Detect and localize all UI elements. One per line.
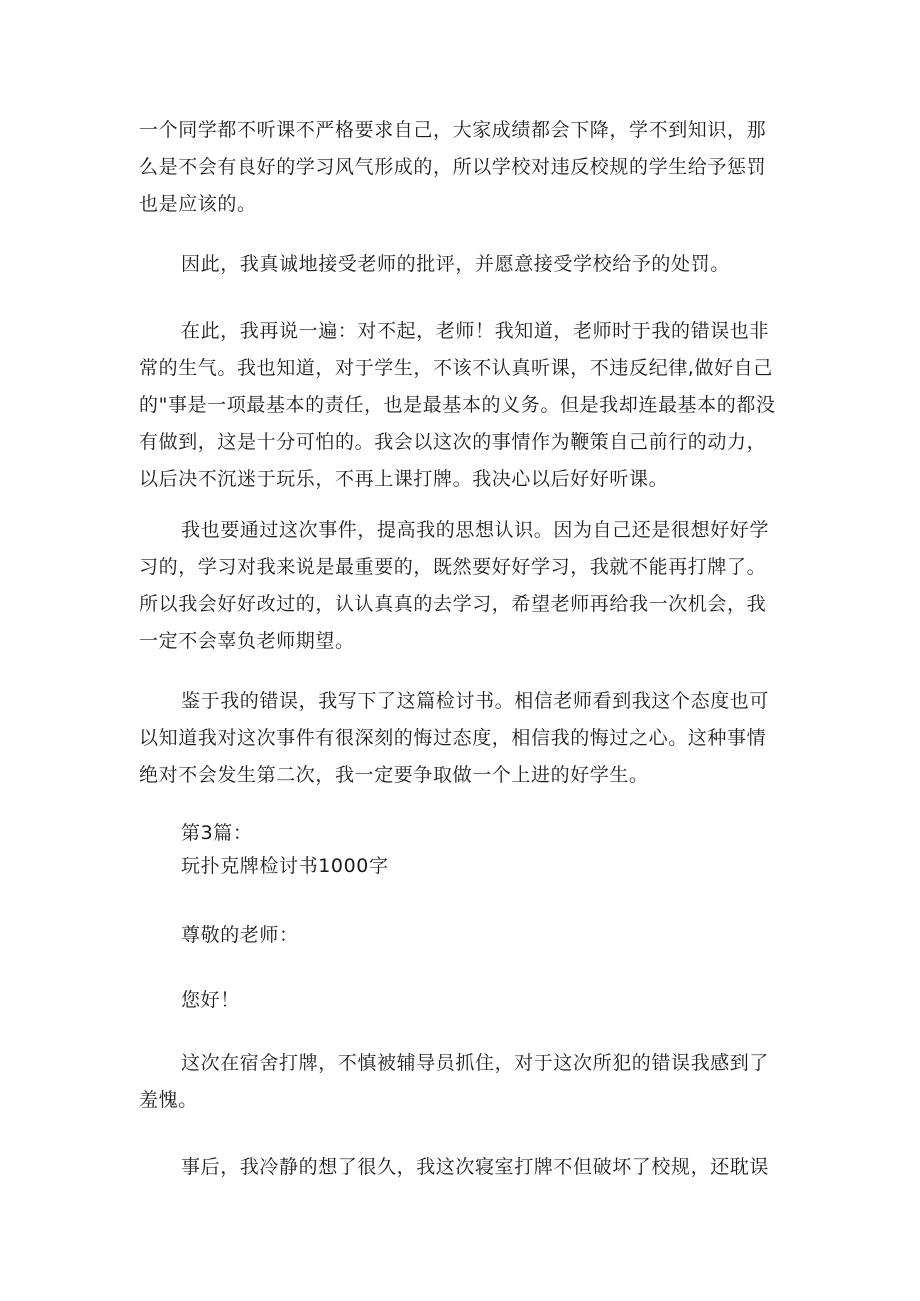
text-line: 常的生气。我也知道，对于学生，不该不认真听课，不违反纪律,做好自己 (139, 357, 773, 379)
text-line: 习的，学习对我来说是最重要的，既然要好好学习，我就不能再打牌了。 (139, 556, 767, 578)
letter-salutation: 尊敬的老师： (181, 924, 299, 946)
text-line: 一个同学都不听课不严格要求自己，大家成绩都会下降，学不到知识，那 (139, 119, 767, 141)
section-title: 玩扑克牌检讨书1000字 (181, 855, 389, 877)
text-line: 因此，我真诚地接受老师的批评，并愿意接受学校给予的处罚。 (181, 253, 730, 275)
text-line: 羞愧。 (139, 1089, 198, 1111)
text-line: 以后决不沉迷于玩乐，不再上课打牌。我决心以后好好听课。 (139, 468, 669, 490)
paragraph-4 (139, 512, 784, 660)
text-line: 以知道我对这次事件有很深刻的悔过态度，相信我的悔过之心。这种事情 (139, 727, 767, 749)
text-line: 我也要通过这次事件，提高我的思想认识。因为自己还是很想好好学 (181, 519, 770, 541)
text-line: 的"事是一项最基本的责任，也是最基本的义务。但是我却连最基本的都没 (139, 394, 776, 416)
text-line: 事后，我冷静的想了很久，我这次寝室打牌不但破坏了校规，还耽误 (181, 1156, 770, 1178)
paragraph-3 (139, 313, 784, 498)
text-line: 所以我会好好改过的，认认真真的去学习，希望老师再给我一次机会，我 (139, 593, 767, 615)
text-line: 也是应该的。 (139, 193, 257, 215)
section-label: 第3篇： (181, 822, 253, 844)
text-line: 鉴于我的错误，我写下了这篇检讨书。相信老师看到我这个态度也可 (181, 690, 770, 712)
text-line: 么是不会有良好的学习风气形成的，所以学校对违反校规的学生给予惩罚 (139, 156, 767, 178)
paragraph-5 (139, 683, 784, 794)
letter-paragraph-1 (139, 1045, 784, 1119)
text-line: 一定不会辜负老师期望。 (139, 630, 355, 652)
letter-greeting: 您好！ (181, 989, 240, 1011)
text-line: 有做到，这是十分可怕的。我会以这次的事情作为鞭策自己前行的动力， (139, 431, 767, 453)
letter-paragraph-2 (139, 1149, 784, 1186)
text-line: 在此，我再说一遍：对不起，老师！我知道，老师时于我的错误也非 (181, 320, 770, 342)
text-line: 绝对不会发生第二次，我一定要争取做一个上进的好学生。 (139, 764, 649, 786)
paragraph-1 (139, 112, 784, 223)
paragraph-2 (139, 246, 784, 283)
text-line: 这次在宿舍打牌，不慎被辅导员抓住，对于这次所犯的错误我感到了 (181, 1052, 770, 1074)
